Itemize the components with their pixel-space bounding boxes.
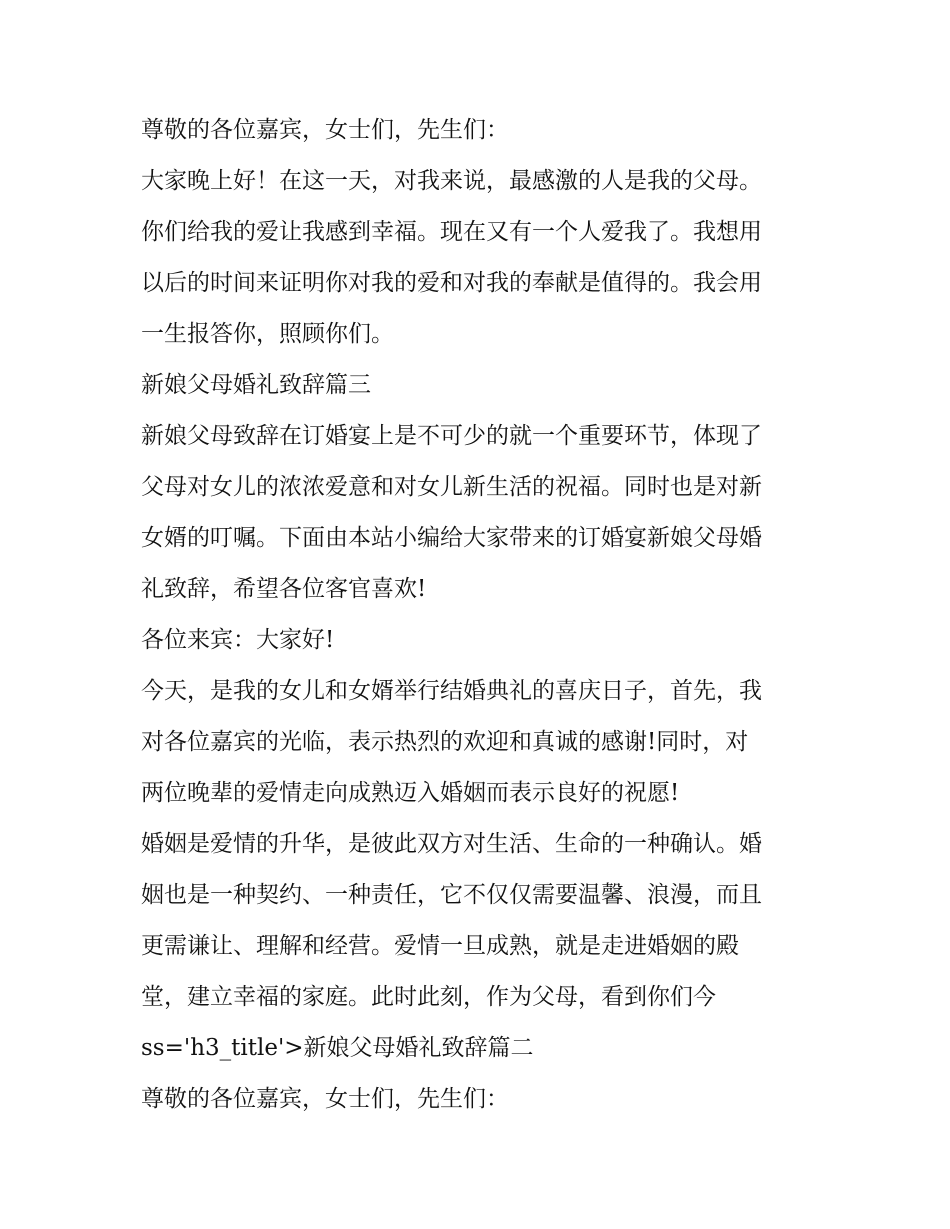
text-line: 大家晚上好！在这一天，对我来说，最感激的人是我的父母。 bbox=[141, 168, 762, 194]
text-line: 姻也是一种契约、一种责任，它不仅仅需要温馨、浪漫，而且 bbox=[141, 882, 762, 908]
document-body bbox=[141, 108, 821, 1128]
text-line: 对各位嘉宾的光临，表示热烈的欢迎和真诚的感谢!同时，对 bbox=[141, 729, 749, 755]
text-line: 父母对女儿的浓浓爱意和对女儿新生活的祝福。同时也是对新 bbox=[141, 474, 762, 500]
text-line: 两位晚辈的爱情走向成熟迈入婚姻而表示良好的祝愿! bbox=[141, 780, 680, 806]
section-heading-part-three: 新娘父母婚礼致辞篇三 bbox=[141, 372, 371, 398]
text-line: 今天，是我的女儿和女婿举行结婚典礼的喜庆日子，首先，我 bbox=[141, 678, 762, 704]
text-line: 堂，建立幸福的家庭。此时此刻，作为父母，看到你们今 bbox=[141, 984, 716, 1010]
text-line: 婚姻是爱情的升华，是彼此双方对生活、生命的一种确认。婚 bbox=[141, 831, 762, 857]
section-heading-part-two: ss='h3_title'>新娘父母婚礼致辞篇二 bbox=[141, 1035, 534, 1061]
text-line-greeting: 尊敬的各位嘉宾，女士们，先生们： bbox=[141, 117, 509, 143]
text-line: 你们给我的爱让我感到幸福。现在又有一个人爱我了。我想用 bbox=[141, 219, 762, 245]
text-line-greeting: 尊敬的各位嘉宾，女士们，先生们： bbox=[141, 1086, 509, 1112]
text-line: 新娘父母致辞在订婚宴上是不可少的就一个重要环节，体现了 bbox=[141, 423, 762, 449]
text-line: 礼致辞，希望各位客官喜欢! bbox=[141, 576, 427, 602]
text-line: 以后的时间来证明你对我的爱和对我的奉献是值得的。我会用 bbox=[141, 270, 762, 296]
text-line: 女婿的叮嘱。下面由本站小编给大家带来的订婚宴新娘父母婚 bbox=[141, 525, 762, 551]
text-line: 更需谦让、理解和经营。爱情一旦成熟，就是走进婚姻的殿 bbox=[141, 933, 739, 959]
text-line: 一生报答你，照顾你们。 bbox=[141, 321, 394, 347]
text-line-salutation: 各位来宾：大家好! bbox=[141, 627, 335, 653]
